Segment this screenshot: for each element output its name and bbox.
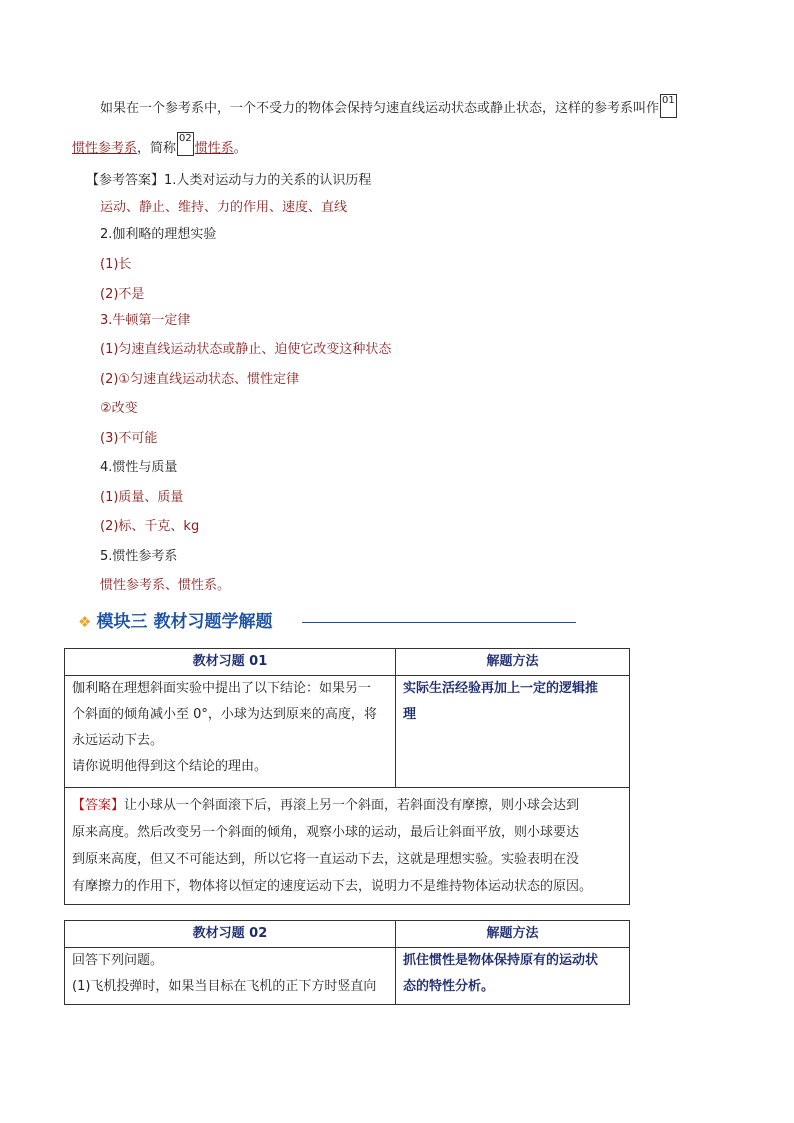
exercise-2-question [65,948,396,1005]
answer-line: 到原来高度，但又不可能达到，所以它将一直运动下去，这就是理想实验。实验表明在没 [72,852,580,867]
intro-text-2: ，简称 [137,141,177,156]
ref-item: 惯性参考系、惯性系。 [100,578,231,593]
exercise-2-table [64,920,630,1005]
ref-item: (1)长 [100,257,132,272]
ref-item: (1)匀速直线运动状态或静止、迫使它改变这种状态 [100,342,392,357]
answer-label: 【答案】 [72,798,125,813]
ref-item: 2.伽利略的理想实验 [100,227,217,242]
exercise-1-answer [65,788,630,905]
answer-line [72,792,622,819]
ref-item: (1)质量、质量 [100,490,184,505]
exercise-2-method-header: 解题方法 [395,921,629,948]
exercise-1-table [64,648,630,905]
question-line: 伽利略在理想斜面实验中提出了以下结论：如果另一 [72,681,372,696]
method-line: 理 [402,707,416,722]
exercise-1-method-header: 解题方法 [395,649,629,676]
method-line: 抓住惯性是物体保持原有的运动状 [402,953,598,968]
reference-answer-heading-1: 1.人类对运动与力的关系的认识历程 [164,173,372,188]
section-header [78,610,272,634]
reference-answer-heading [86,172,371,190]
ref-item: ②改变 [100,401,138,416]
answer-line: 有摩擦力的作用下，物体将以恒定的速度运动下去，说明力不是维持物体运动状态的原因。 [72,879,593,894]
question-line: 个斜面的倾角减小至 0°，小球为达到原来的高度，将 [72,707,377,722]
ref-item: (2)不是 [100,287,145,302]
section-rule [302,622,576,623]
double-diamond-icon: ❖ [78,613,92,631]
exercise-2-title: 教材习题 02 [65,921,396,948]
ref-item: 运动、静止、维持、力的作用、速度、直线 [100,200,348,215]
intro-line-2 [72,133,247,164]
question-line: 请你说明他得到这个结论的理由。 [72,759,268,774]
blank-box-02: 02 [177,132,194,156]
intro-text-1: 如果在一个参考系中，一个不受力的物体会保持匀速直线运动状态或静止状态，这样的参考系叫作 [100,101,660,116]
exercise-1-title: 教材习题 01 [65,649,396,676]
answer-text: 让小球从一个斜面滚下后，再滚上另一个斜面，若斜面没有摩擦，则小球会达到 [124,798,580,813]
method-line: 实际生活经验再加上一定的逻辑推 [402,681,598,696]
exercise-1-question [65,676,396,788]
ref-item: (2)标、千克、kg [100,519,200,534]
answer-line: 原来高度。然后改变另一个斜面的倾角，观察小球的运动，最后让斜面平放，则小球要达 [72,825,580,840]
intro-line-1 [100,95,678,124]
ref-item: (3)不可能 [100,431,158,446]
section-title: 模块三 教材习题学解题 [96,612,273,632]
exercise-2-method [395,948,629,1005]
reference-answer-label: 【参考答案】 [86,173,165,188]
question-line: 永远运动下去。 [72,733,164,748]
ref-item: (2)①匀速直线运动状态、惯性定律 [100,372,300,387]
ref-item: 4.惯性与质量 [100,460,178,475]
blank-box-01: 01 [660,94,677,118]
answer-inertial-frame: 惯性系 [194,141,234,156]
question-line: (1)飞机投弹时，如果当目标在飞机的正下方时竖直向 [72,979,377,994]
method-line: 态的特性分析。 [402,979,494,994]
exercise-1-method [395,676,629,788]
answer-inertial-reference-frame: 惯性参考系 [72,141,138,156]
question-line: 回答下列问题。 [72,953,164,968]
intro-period: 。 [233,141,247,156]
ref-item: 3.牛顿第一定律 [100,313,191,328]
ref-item: 5.惯性参考系 [100,549,178,564]
